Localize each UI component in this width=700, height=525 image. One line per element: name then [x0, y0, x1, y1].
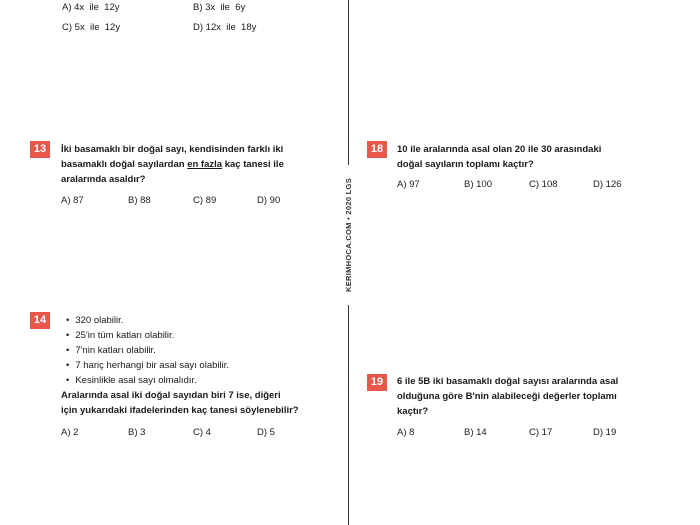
question-19-line-1: 6 ile 5B iki basamaklı doğal sayısı aralarında asal: [397, 376, 619, 387]
question-14-statements: [66, 313, 229, 388]
q14-option-d[interactable]: D) 5: [257, 427, 275, 438]
q13-option-a[interactable]: A) 87: [61, 195, 84, 206]
option-d[interactable]: D) 12x ile 18y: [193, 22, 257, 33]
question-13-line-2-start: basamaklı doğal sayılardan: [61, 159, 188, 170]
q19-option-a[interactable]: A) 8: [397, 427, 415, 438]
question-13-line-2-end: kaç tanesi ile: [222, 159, 284, 170]
question-13-line-1: İki basamaklı bir doğal sayı, kendisinden farklı iki: [61, 144, 284, 155]
question-13-line-2: [61, 157, 331, 172]
q19-option-c[interactable]: C) 17: [529, 427, 553, 438]
q18-option-c[interactable]: C) 108: [529, 179, 558, 190]
q18-option-b[interactable]: B) 100: [464, 179, 492, 190]
option-b[interactable]: B) 3x ile 6y: [193, 2, 246, 13]
statement-5: • Kesinlikle asal sayı olmalıdır.: [66, 373, 229, 388]
option-c[interactable]: C) 5x ile 12y: [62, 22, 121, 33]
q19-option-d[interactable]: D) 19: [593, 427, 617, 438]
q19-option-b[interactable]: B) 14: [464, 427, 487, 438]
site-watermark-label: KERIMHOCA.COM • 2020 LGS: [343, 165, 355, 305]
statement-3: • 7'nin katları olabilir.: [66, 343, 229, 358]
question-13-badge: 13: [30, 141, 50, 158]
question-13-text: [61, 142, 331, 187]
q14-option-a[interactable]: A) 2: [61, 427, 79, 438]
question-13-line-3: aralarında asaldır?: [61, 174, 146, 185]
question-14-badge: 14: [30, 312, 50, 329]
q14-option-c[interactable]: C) 4: [193, 427, 211, 438]
question-19-line-2: olduğuna göre B'nin alabileceği değerler toplamı: [397, 391, 617, 402]
q14-option-b[interactable]: B) 3: [128, 427, 146, 438]
question-18-line-2: doğal sayıların toplamı kaçtır?: [397, 159, 534, 170]
question-14-text: [61, 388, 341, 418]
question-19-text: [397, 374, 682, 419]
option-a[interactable]: A) 4x ile 12y: [62, 2, 120, 13]
question-14-line-1: Aralarında asal iki doğal sayıdan biri 7 ise, diğeri: [61, 390, 281, 401]
question-18-text: [397, 142, 682, 172]
question-13-emphasis: en fazla: [187, 159, 223, 170]
question-14-line-2: için yukarıdaki ifadelerinden kaç tanesi söylenebilir?: [61, 405, 299, 416]
statement-4: • 7 hariç herhangi bir asal sayı olabilir.: [66, 358, 229, 373]
q18-option-a[interactable]: A) 97: [397, 179, 420, 190]
question-18-badge: 18: [367, 141, 387, 158]
q13-option-c[interactable]: C) 89: [193, 195, 217, 206]
q13-option-b[interactable]: B) 88: [128, 195, 151, 206]
question-19-badge: 19: [367, 374, 387, 391]
question-18-line-1: 10 ile aralarında asal olan 20 ile 30 arasındaki: [397, 144, 602, 155]
q13-option-d[interactable]: D) 90: [257, 195, 281, 206]
question-19-line-3: kaçtır?: [397, 406, 429, 417]
statement-2: • 25'in tüm katları olabilir.: [66, 328, 229, 343]
q18-option-d[interactable]: D) 126: [593, 179, 622, 190]
statement-1: • 320 olabilir.: [66, 313, 229, 328]
